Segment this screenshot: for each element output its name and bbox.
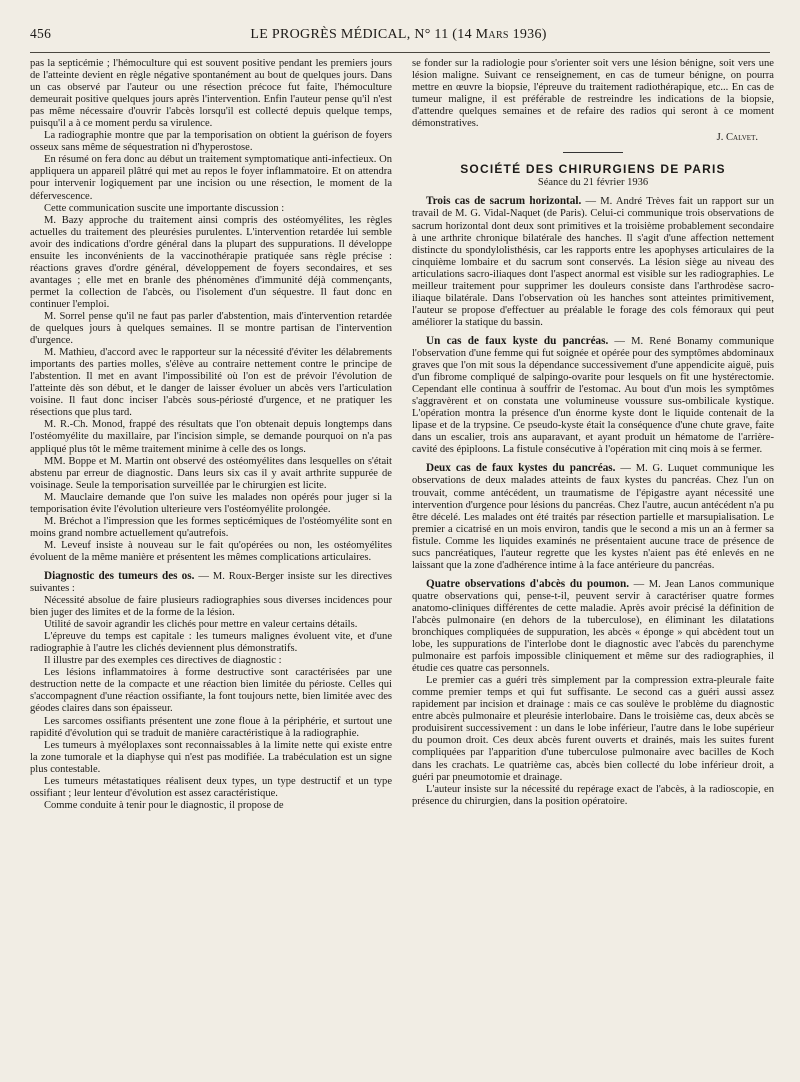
paragraph: Les lésions inflammatoires à forme destructive sont caractérisées par une destruction nette de la compacte et une réaction bien limitée du périoste. Celles qui s'accompagnent d'une réaction ossifiante, la font toujours nette, bien limitée avec des géodes claires dans son épaisseur. — [30, 667, 392, 715]
paragraph: Il illustre par des exemples ces directives de diagnostic : — [44, 655, 282, 667]
paragraph: M. Bréchot a l'impression que les formes septicémiques de l'ostéomyélite sont en moins grand nombre actuellement qu'autrefois. — [30, 515, 392, 539]
paragraph: M. Leveuf insiste à nouveau sur le fait qu'opérées ou non, les ostéomyélites évoluent de la même manière et présentent les mêmes complications articulaires. — [30, 539, 392, 563]
paragraph: Comme conduite à tenir pour le diagnostic, il propose de — [44, 799, 284, 811]
paragraph: Deux cas de faux kystes du pancréas. — M. G. Luquet communique les observations de deux malades atteints de faux kystes du pancréas. Chez l'un on trouvait, comme antécédent, un traumatisme de l'épigastre ayant nécessité une intervention d'urgence pour lésions du pancréas. Chez l'autre, aucun antécédent n'a pu être décelé. Les malades ont été traités par résection partielle et marsupialisation. Le premier a cicatrisé en un mois environ, tandis que le second a mis un an à fermer sa fistule. Comme les liquides examinés ne présentaient aucune trace de présence de sucs pancréatiques, l'auteur regrette que les kystes n'aient pas été enlevés en ne laissant que la zone d'adhérence intime à la face antérieure du pancréas. — [412, 462, 774, 571]
divider — [563, 152, 623, 153]
paragraph: M. Sorrel pense qu'il ne faut pas parler d'abstention, mais d'intervention retardée de quelques jours à quelques semaines. Il se montre partisan de l'intervention d'urgence. — [30, 310, 392, 347]
article-heading: Trois cas de sacrum horizontal. — [426, 195, 582, 208]
article-heading: Quatre observations d'abcès du poumon. — [426, 577, 630, 590]
paragraph: En résumé on fera donc au début un traitement symptomatique anti-infectieux. On appliquera un appareil plâtré qui met au repos le foyer inflammatoire. Et on attendra pour intervenir logiquement par une incision ou une résection, le moment de la défervescence. — [30, 154, 392, 202]
page-number: 456 — [30, 26, 52, 41]
paragraph: se fonder sur la radiologie pour s'orienter soit vers une lésion bénigne, soit vers une lésion maligne. Suivant ce renseignement, en cas de tumeur bénigne, on pourra mettre en œuvre la biopsie, l'épreuve du traitement radiothérapique, etc... En cas de tumeur maligne, il est préférable de restreindre les indications de la biopsie, d'attendre quelques semaines et de refaire des radios qui seront à ce moment démonstratives. — [412, 58, 774, 130]
article-heading: Deux cas de faux kystes du pancréas. — [426, 462, 616, 475]
section-title: SOCIÉTÉ DES CHIRURGIENS DE PARIS — [460, 162, 726, 177]
paragraph: La radiographie montre que par la temporisation on obtient la guérison de foyers osseux sans même de séquestration ni d'hyperostose. — [30, 130, 392, 154]
paragraph: Utilité de savoir agrandir les clichés pour mettre en valeur certains détails. — [44, 619, 358, 631]
right-column — [412, 58, 774, 1070]
article-heading: Diagnostic des tumeurs des os. — [44, 569, 195, 582]
author-signature: J. Calvet. — [716, 132, 758, 144]
paragraph: M. Mauclaire demande que l'on suive les malades non opérés pour juger si la temporisation évite l'évolution ulterieure vers l'ostéomyélite prolongée. — [30, 491, 392, 515]
paragraph: Le premier cas a guéri très simplement par la compression extra-pleurale faite comme premier temps et qui fut suffisante. Le second cas a guéri aussi assez rapidement par incision et drainage : mais ce cas soulève le problème du diagnostic entre abcès pulmonaire et pleurésie interlobaire. Dans le troisième cas, deux abcès se produisirent successivement : un dans le lobe inférieur, l'autre dans le lobe supérieur du poumon droit. Ces deux abcès furent ouverts et drainés, mais les suites furent compliquées par l'apparition d'une tuberculose pulmonaire avec bacilles de Koch dans les crachats. Le quatrième cas, abcès bien collecté du lobe inférieur droit, a guéri par pneumotomie et drainage. — [412, 675, 774, 783]
paragraph: L'auteur insiste sur la nécessité du repérage exact de l'abcès, à la radioscopie, en présence du chirurgien, dans la position opératoire. — [412, 783, 774, 807]
paragraph: Cette communication suscite une importante discussion : — [44, 202, 285, 214]
paragraph: Les tumeurs à myéloplaxes sont reconnaissables à la limite nette qui existe entre la zone tumorale et la diaphyse qui n'est pas modifiée. La trabéculation est un signe plus contestable. — [30, 739, 392, 775]
session-date: Séance du 21 février 1936 — [537, 177, 649, 189]
paragraph: Les sarcomes ossifiants présentent une zone floue à la périphérie, et surtout une rapidité d'évolution qui se traduit de manière caractéristique à la radiographie. — [30, 715, 392, 739]
article-heading: Un cas de faux kyste du pancréas. — [426, 334, 609, 347]
paragraph: Diagnostic des tumeurs des os. — M. Roux-Berger insiste sur les directives suivantes : — [30, 569, 392, 595]
paragraph: M. Bazy approche du traitement ainsi compris des ostéomyélites, les règles actuelles du traitement des pleurésies purulentes. L'intervention retardée lui semble avoir des indications d'ordre général dans la plupart des suppurations. Il développe ensuite les inconvénients de la vaccinothérapie pratiquée sans règle précise : réactions graves d'ordre général, développement de foyers secondaires, et ses avantages ; elle met en branle des phénomènes d'immunité déjà commençants, permet la collection de l'abcès, ou l'isolement d'un séquestre. Il faut donc en continuer l'emploi. — [30, 214, 392, 310]
paragraph: Trois cas de sacrum horizontal. — M. André Trèves fait un rapport sur un travail de M. G. Vidal-Naquet (de Paris). Celui-ci communique trois observations de sacrum horizontal dont deux sont primitives et la troisième probablement secondaire à une arthrite chronique bilatérale des hanches. Il s'agit d'une affection nettement distincte du spondylolisthésis, car les rapports entre les apophyses articulaires de la cinquième lombaire et du sacrum sont conservés. La lésion siège au niveau des articulations sacro-iliaques dont l'aspect anormal est visible sur les radiographies. Le meilleur traitement pour supprimer les douleurs consiste dans l'arthrodèse sacro-iliaque bilatérale. Dans l'observation où les hanches sont atteintes primitivement, l'auteur se propose d'effectuer au préalable le forage des cols fémoraux qui peut améliorer la statique du bassin. — [412, 195, 774, 328]
left-column — [30, 58, 392, 1070]
article-columns — [30, 58, 774, 1070]
paragraph: Nécessité absolue de faire plusieurs radiographies sous diverses incidences pour bien juger des limites et de la forme de la lésion. — [30, 595, 392, 619]
paragraph: Les tumeurs métastatiques réalisent deux types, un type destructif et un type ossifiant ; leur lenteur d'évolution est assez caractéristique. — [30, 775, 392, 799]
paragraph: M. Mathieu, d'accord avec le rapporteur sur la nécessité d'éviter les délabrements importants des parties molles, s'élève au contraire nettement contre le principe de l'abstention. Il met en avant l'impossibilité où l'on est de prévoir l'évolution de l'atteinte dès son début, et le danger de laisser évoluer un abcès vers l'articulation voisine. Il faut donc inciser l'abcès sous-périosté d'urgence, et ne pratiquer les résections que plus tard. — [30, 347, 392, 419]
paragraph: Quatre observations d'abcès du poumon. — M. Jean Lanos communique quatre observations qui, pense-t-il, peuvent servir à caractériser quatre formes anatomo-cliniques différentes de cette maladie. Après avoir précisé la définition de l'abcès pulmonaire (en dehors de la tuberculose), en éliminant les dilatations bronchiques compliquées de suppuration, les abcès « éponge » qui abcèdent tout un lobe, les suppurations de l'interlobe dont le diagnostic avec l'abcès du parenchyme pulmonaire est parfois impossible cliniquement et même sur des radiographies, il étudie ces quatre cas personnels. — [412, 577, 774, 675]
paragraph: L'épreuve du temps est capitale : les tumeurs malignes évoluent vite, et d'une radiographie à l'autre les clichés deviennent plus démonstratifs. — [30, 631, 392, 655]
journal-title: LE PROGRÈS MÉDICAL, N° 11 (14 Mars 1936) — [250, 27, 547, 42]
paragraph: M. R.-Ch. Monod, frappé des résultats que l'on obtenait depuis longtemps dans l'ostéomyélite du maxillaire, par l'incision simple, se demande pourquoi on n'a pas appliqué plus tôt le même traitement minime à celle des os longs. — [30, 419, 392, 455]
paragraph: pas la septicémie ; l'hémoculture qui est souvent positive pendant les premiers jours de l'atteinte devient en règle négative spontanément au bout de quelques jours. Dans un cas observé par l'auteur ou une résection précoce fut faite, l'hémoculture demeurait positive quelques jours après l'intervention. Enfin l'auteur pense qu'il n'est pas même nécessaire d'ouvrir l'abcès lorsqu'il est collecté depuis quelque temps, puisqu'il a à ce moment perdu sa virulence. — [30, 58, 392, 130]
running-header — [30, 26, 770, 53]
paragraph: Un cas de faux kyste du pancréas. — M. René Bonamy communique l'observation d'une femme qui fut soignée et opérée pour des symptômes abdominaux graves que l'on mit sous la dépendance successivement d'une appendicite aiguë, puis d'un fibrome compliqué de salpingo-ovarite pour lesquels on fit une hystérectomie. Cependant elle continua à souffrir de l'estomac. Au bout d'un mois les symptômes s'aggravèrent et on constata une volumineuse voussure sus-ombilicale kystique. L'opération montra la présence d'un énorme kyste dont le liquide contenait de la lipase et de la trypsine. Ce pseudo-kyste était la conséquence d'une chute grave, faite dans un escalier, trois ans auparavant, et ayant produit un hématome de l'arrière-cavité des épiploons. La fistule consécutive à l'opération mit cinq mois à se fermer. — [412, 334, 774, 456]
paragraph: MM. Boppe et M. Martin ont observé des ostéomyélites dans lesquelles on s'était abstenu par erreur de diagnostic. Dans leurs six cas il y avait arthrite suppurée de voisinage. Seule la temporisation surveillée par le chirurgien est licite. — [30, 455, 392, 491]
